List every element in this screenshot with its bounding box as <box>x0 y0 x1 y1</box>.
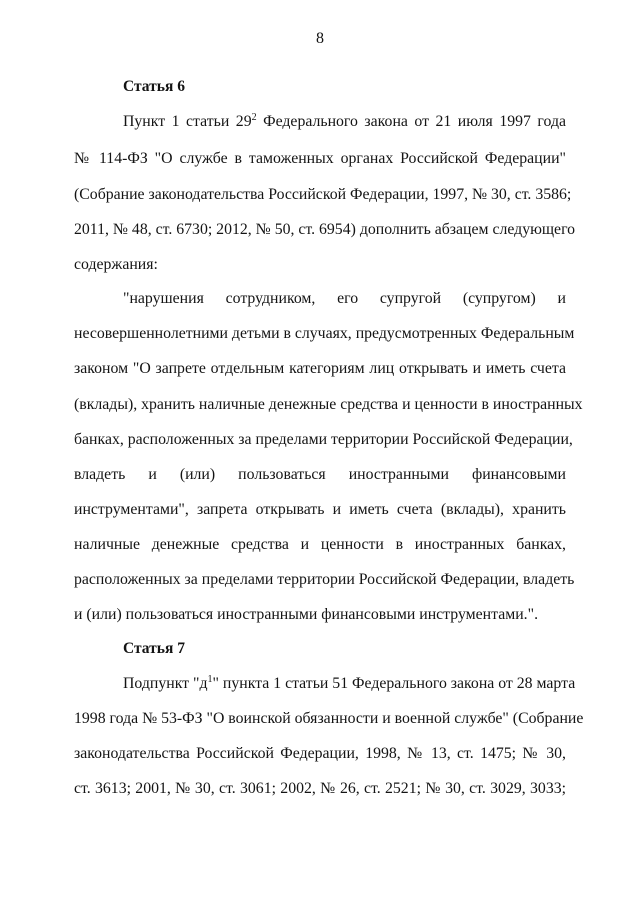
article-7-line-2: 1998 года № 53-ФЗ "О воинской обязанности и военной службе" (Собрание <box>74 710 584 727</box>
quote-line-4: (вклады), хранить наличные денежные средства и ценности в иностранных <box>74 396 583 413</box>
quote-line-5: банках, расположенных за пределами территории Российской Федерации, <box>74 431 573 448</box>
quote-line-6: владеть и (или) пользоваться иностранными финансовыми <box>74 466 566 483</box>
page-number: 8 <box>316 30 324 47</box>
article-6-line-4: 2011, № 48, ст. 6730; 2012, № 50, ст. 6954) дополнить абзацем следующего <box>74 221 576 238</box>
article-7-line-3: законодательства Российской Федерации, 1998, № 13, ст. 1475; № 30, <box>74 745 566 762</box>
quote-line-8: наличные денежные средства и ценности в иностранных банках, <box>74 536 566 553</box>
quote-line-2: несовершеннолетними детьми в случаях, предусмотренных Федеральным <box>74 325 575 342</box>
superscript: 2 <box>251 112 257 123</box>
article-6-line-3: (Собрание законодательства Российской Федерации, 1997, № 30, ст. 3586; <box>74 186 572 203</box>
quote-line-10: и (или) пользоваться иностранными финансовыми инструментами.". <box>74 606 539 623</box>
quote-line-1: "нарушения сотрудником, его супругой (супругом) и <box>123 290 566 307</box>
article-6-line-1: Пункт 1 статьи $29^2$ Федерального закона от 21 июля 1997 года <box>123 112 566 130</box>
article-7-line-1: Подпункт "$д^1$" пункта 1 статьи 51 Федерального закона от 28 марта <box>123 674 576 692</box>
article-6-line-5: содержания: <box>74 256 158 273</box>
article-7-line-4: ст. 3613; 2001, № 30, ст. 3061; 2002, № 26, ст. 2521; № 30, ст. 3029, 3033; <box>74 780 566 797</box>
quote-line-7: инструментами", запрета открывать и иметь счета (вклады), хранить <box>74 501 566 518</box>
superscript: 1 <box>207 674 213 685</box>
quote-line-3: законом "О запрете отдельным категориям лиц открывать и иметь счета <box>74 360 566 377</box>
quote-line-9: расположенных за пределами территории Российской Федерации, владеть <box>74 571 575 588</box>
article-6-line-2: № 114-ФЗ "О службе в таможенных органах Российской Федерации" <box>74 150 566 167</box>
article-7-heading: Статья 7 <box>123 640 185 657</box>
article-6-heading: Статья 6 <box>123 78 185 95</box>
